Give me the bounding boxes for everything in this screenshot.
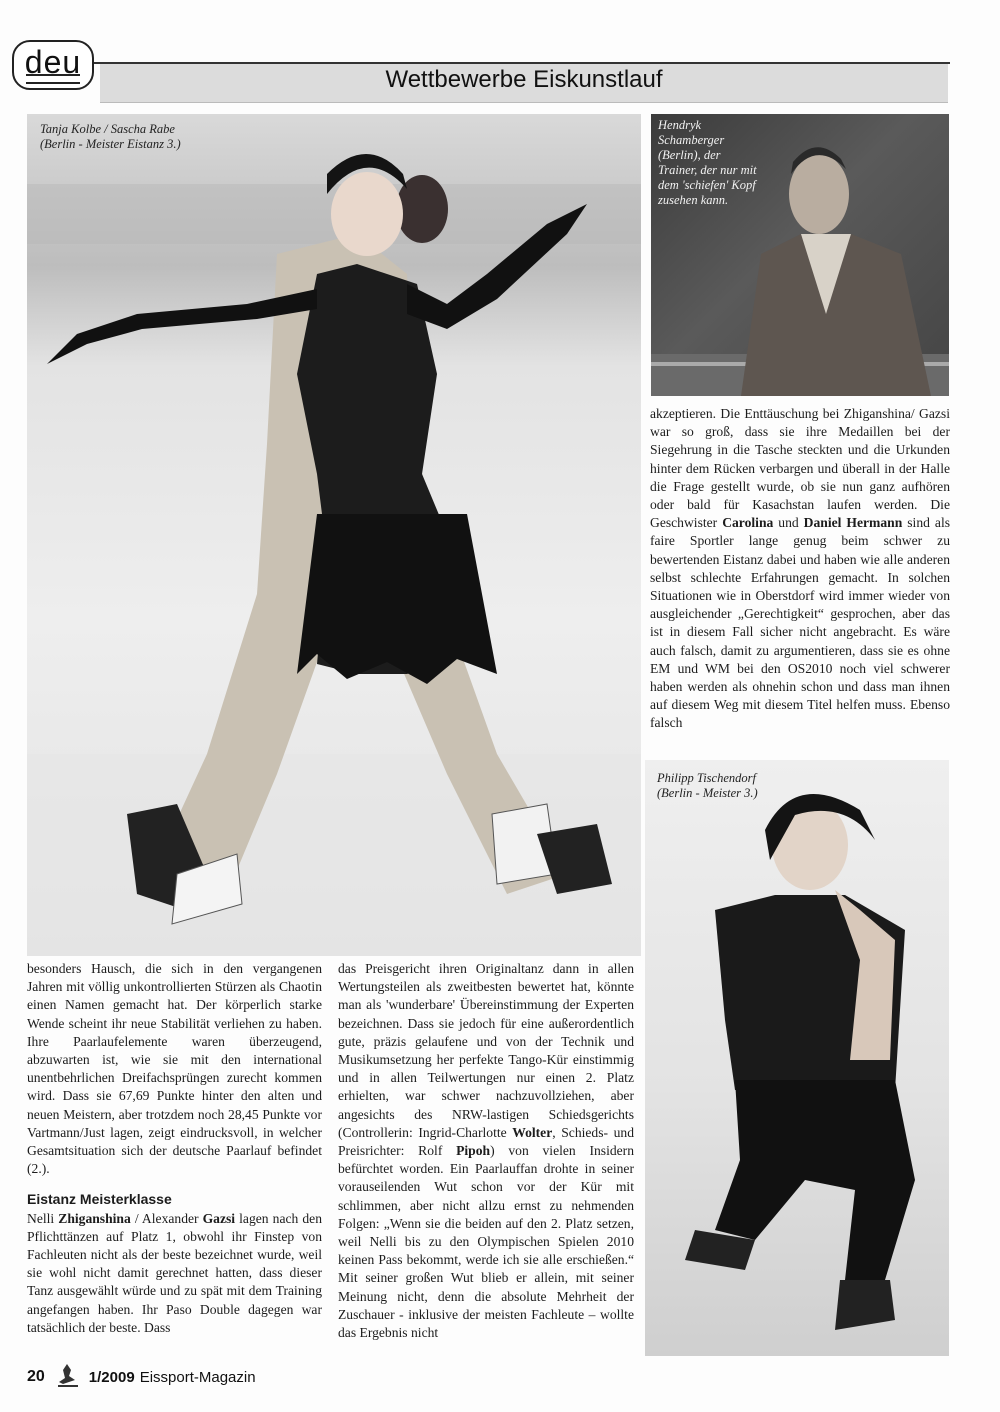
logo-skate-blade [26,74,80,84]
caption-club: (Berlin - Meister 3.) [657,786,758,800]
name-gazsi: Gazsi [202,1210,236,1226]
photo-skater-tischendorf [645,760,949,1356]
skater-icon [55,1362,81,1392]
article-column-right [650,405,950,733]
page-footer [27,1362,256,1392]
caption-names: Tanja Kolbe / Sascha Rabe [40,122,175,136]
article-column-left [27,960,322,1337]
issue-number: 1/2009 [88,1368,135,1386]
paragraph: Nelli Zhiganshina / Alexander Gazsi lagen nach den Pflichttänzen auf Platz 1, obwohl ihr Finstep von Fachleuten nicht als der beste bezeichnet wurde, weil sie wohl nicht damit gerechnet hatten, dass dieser Tanz ausgewählt würde und zu spät mit dem Training angefangen haben. Ihr Paso Double dagegen war tatsächlich der beste. Dass [27,1210,322,1335]
photo-caption-couple [40,122,280,152]
subheading-eistanz: Eistanz Meisterklasse [27,1191,172,1208]
name-carolina: Carolina [722,515,774,531]
article-column-middle [338,960,634,1342]
photo-caption-tischendorf [657,771,827,801]
name-daniel-hermann: Daniel Hermann [803,515,903,531]
caption-club: (Berlin - Meister Eistanz 3.) [40,137,181,151]
name-zhiganshina: Zhiganshina [58,1210,131,1226]
header-rule [94,62,950,64]
name-wolter: Wolter [512,1124,553,1140]
skater-illustration [645,760,949,1356]
name-pipoh: Pipoh [456,1143,491,1159]
photo-caption-trainer: Hendryk Schamberger (Berlin), der Trainer, der nur mit dem 'schiefen' Kopf zusehen kann. [658,118,757,207]
logo-text: deu [24,44,82,80]
ice-dance-couple-illustration [27,114,641,956]
paragraph: das Preisgericht ihren Originaltanz dann in allen Wertungsteilen als zweitbesten bewertet hat, könnte man als 'wunderbare' Übereinstimmung der Experten bezeichnen. Dass sie jedoch für eine außerordentlich gute, präzis gelaufene und von der Technik und Musikumsetzung her perfekte Tango-Kür einstimmig und in allen Teilwertungen nur einen 2. Platz erhielten, war schwer nachzuvollziehen, aber angesichts des NRW-lastigen Schiedsgerichts (Controllerin: Ingrid-Charlotte Wolter, Schieds- und Preisrichter: Rolf Pipoh) von vielen Insidern befürchtet worden. Ein Paarlauffan drohte in seiner vorauseilenden Wut schon vor der Kür mit schlimmen, aber nicht allzu ernst zu nehmenden Folgen: „Wenn sie die beiden auf den 2. Platz setzen, weil Nelli bis zu den Olympischen Spielen 2010 keinen Pass bekommt, werde ich sie alle erschießen.“ Mit seiner großen Wut blieb er allein, mit seiner Meinung nicht, denn die absolute Mehrheit der Zuschauer - inklusive der meisten Fachleute – wollte das Ergebnis nicht [338,961,634,1341]
page-number: 20 [27,1368,45,1385]
photo-ice-dance-couple [27,114,641,956]
section-title: Wettbewerbe Eiskunstlauf [385,66,663,93]
paragraph: besonders Hausch, die sich in den vergangenen Jahren mit völlig unkontrollierten Stürzen als Chaotin einen Namen gemacht hat. Der körperlich starke Wende scheint ihr neue Stabilität verliehen zu haben. Ihre Paarlaufelemente waren überzeugend, abzuwarten ist, wie sie mit den international unentbehrlichen Dreifachsprüngen zurecht kommen wird. Dass sie 67,69 Punkte hinter den alten und neuen Meistern, aber trotzdem noch 28,45 Punkte vor Vartmann/Just lagen, zeigt eindrucksvoll, in welcher Gesamtsituation sich der deutsche Paarlauf befindet (2.). [27,961,322,1177]
caption-name: Philipp Tischendorf [657,771,756,785]
magazine-name: Eissport-Magazin [139,1368,256,1386]
paragraph: akzeptieren. Die Enttäuschung bei Zhiganshina/ Gazsi war so groß, dass sie ihre Medaillen bei der Siegehrung in die Tasche steckten und die Urkunden hinter dem Rücken verbargen und überall in der Halle die Frage gestellt wurde, ob sie nun ganz aufhören oder bald für Kasachstan laufen werden. Die Geschwister Carolina und Daniel Hermann sind als faire Sportler lange genug beim schwer zu bewertenden Eistanz dabei und haben wie alle anderen selbst schlechte Erfahrungen gemacht. In solchen Situationen wie in Oberstdorf wird immer wieder von ausgleichender „Gerechtigkeit“ gesprochen, aber das ist in diesem Fall sicher nicht angebracht. Es wäre auch falsch, damit zu argumentieren, dass sie es ohne EM und WM bei den OS2010 noch viel schwerer haben werden als ohnehin schon und dass man ihnen auf diesem Weg mit diesem Titel helfen muss. Ebenso falsch [650,406,951,731]
magazine-logo [12,40,94,90]
